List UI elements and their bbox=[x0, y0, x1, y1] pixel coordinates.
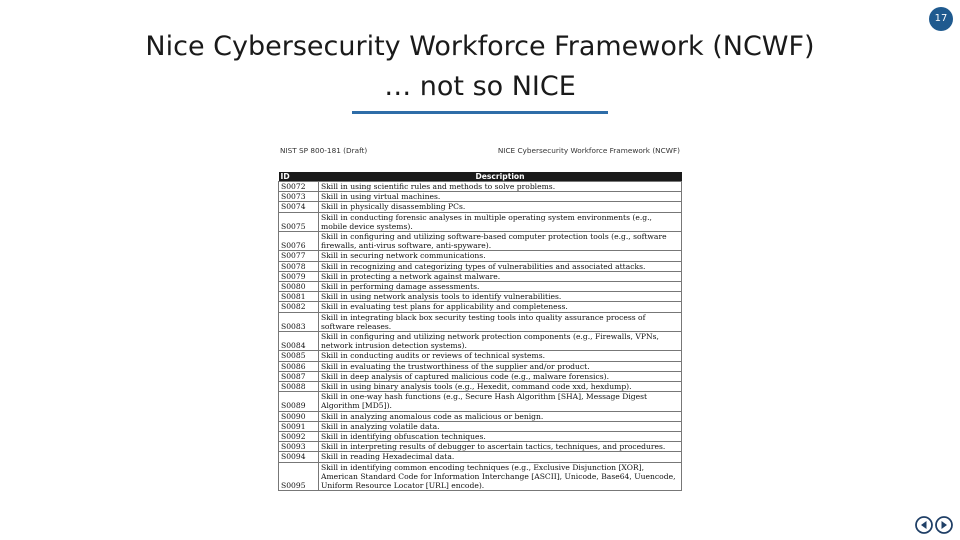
table-row bbox=[279, 432, 682, 442]
column-header-id: ID bbox=[279, 172, 319, 182]
skill-description-cell: Skill in identifying common encoding techniques (e.g., Exclusive Disjunction [XOR], American Standard Code for Information Interchange [ASCII], Unicode, Base64, Uuencode, Uniform Resource Locator [URL] encode). bbox=[319, 462, 682, 491]
skill-description-cell: Skill in performing damage assessments. bbox=[319, 282, 682, 292]
document-image bbox=[278, 142, 682, 498]
skill-id-cell: S0083 bbox=[279, 312, 319, 331]
skill-description-cell: Skill in evaluating test plans for applicability and completeness. bbox=[319, 302, 682, 312]
table-row bbox=[279, 261, 682, 271]
skill-description-cell: Skill in interpreting results of debugger to ascertain tactics, techniques, and procedures. bbox=[319, 442, 682, 452]
table-row bbox=[279, 212, 682, 231]
skill-description-cell: Skill in protecting a network against malware. bbox=[319, 271, 682, 281]
skill-id-cell: S0077 bbox=[279, 251, 319, 261]
skill-description-cell: Skill in conducting audits or reviews of technical systems. bbox=[319, 351, 682, 361]
skill-description-cell: Skill in identifying obfuscation techniques. bbox=[319, 432, 682, 442]
skill-description-cell: Skill in conducting forensic analyses in multiple operating system environments (e.g., mobile device systems). bbox=[319, 212, 682, 231]
skill-id-cell: S0094 bbox=[279, 452, 319, 462]
table-row bbox=[279, 302, 682, 312]
table-row bbox=[279, 332, 682, 351]
skill-id-cell: S0080 bbox=[279, 282, 319, 292]
table-row bbox=[279, 202, 682, 212]
skill-id-cell: S0092 bbox=[279, 432, 319, 442]
skill-id-cell: S0085 bbox=[279, 351, 319, 361]
skill-id-cell: S0084 bbox=[279, 332, 319, 351]
page-number-badge: 17 bbox=[929, 7, 953, 31]
skill-id-cell: S0089 bbox=[279, 392, 319, 411]
column-header-description: Description bbox=[319, 172, 682, 182]
skill-description-cell: Skill in using binary analysis tools (e.g., Hexedit, command code xxd, hexdump). bbox=[319, 382, 682, 392]
table-row bbox=[279, 411, 682, 421]
skill-id-cell: S0079 bbox=[279, 271, 319, 281]
skill-id-cell: S0073 bbox=[279, 192, 319, 202]
skill-description-cell: Skill in evaluating the trustworthiness of the supplier and/or product. bbox=[319, 361, 682, 371]
table-row bbox=[279, 182, 682, 192]
table-body bbox=[279, 182, 682, 491]
skill-id-cell: S0095 bbox=[279, 462, 319, 491]
skill-id-cell: S0087 bbox=[279, 371, 319, 381]
skill-description-cell: Skill in analyzing anomalous code as malicious or benign. bbox=[319, 411, 682, 421]
slide-subtitle: … not so NICE bbox=[384, 71, 576, 102]
skill-id-cell: S0081 bbox=[279, 292, 319, 302]
table-row bbox=[279, 421, 682, 431]
document-framework-label: NICE Cybersecurity Workforce Framework (NCWF) bbox=[497, 146, 680, 155]
skill-description-cell: Skill in configuring and utilizing network protection components (e.g., Firewalls, VPNs, network intrusion detection systems). bbox=[319, 332, 682, 351]
table-row bbox=[279, 282, 682, 292]
skill-id-cell: S0082 bbox=[279, 302, 319, 312]
skill-description-cell: Skill in securing network communications. bbox=[319, 251, 682, 261]
table-row bbox=[279, 351, 682, 361]
skill-description-cell: Skill in deep analysis of captured malicious code (e.g., malware forensics). bbox=[319, 371, 682, 381]
table-row bbox=[279, 271, 682, 281]
skill-description-cell: Skill in using network analysis tools to identify vulnerabilities. bbox=[319, 292, 682, 302]
skill-id-cell: S0076 bbox=[279, 232, 319, 251]
skill-description-cell: Skill in physically disassembling PCs. bbox=[319, 202, 682, 212]
skill-id-cell: S0074 bbox=[279, 202, 319, 212]
table-row bbox=[279, 382, 682, 392]
table-row bbox=[279, 192, 682, 202]
table-row bbox=[279, 312, 682, 331]
table-row bbox=[279, 371, 682, 381]
title-underline bbox=[352, 111, 608, 114]
skill-description-cell: Skill in using scientific rules and methods to solve problems. bbox=[319, 182, 682, 192]
table-row bbox=[279, 361, 682, 371]
table-header-row bbox=[279, 172, 682, 182]
skill-id-cell: S0075 bbox=[279, 212, 319, 231]
skill-id-cell: S0091 bbox=[279, 421, 319, 431]
skill-description-cell: Skill in integrating black box security testing tools into quality assurance process of software releases. bbox=[319, 312, 682, 331]
table-row bbox=[279, 251, 682, 261]
skill-description-cell: Skill in analyzing volatile data. bbox=[319, 421, 682, 431]
skill-id-cell: S0090 bbox=[279, 411, 319, 421]
table-row bbox=[279, 442, 682, 452]
slide-title: Nice Cybersecurity Workforce Framework (NCWF) bbox=[145, 31, 815, 62]
document-header bbox=[278, 142, 682, 166]
skills-table bbox=[278, 172, 682, 491]
skill-id-cell: S0093 bbox=[279, 442, 319, 452]
skill-id-cell: S0078 bbox=[279, 261, 319, 271]
skill-description-cell: Skill in using virtual machines. bbox=[319, 192, 682, 202]
table-row bbox=[279, 462, 682, 491]
skill-description-cell: Skill in reading Hexadecimal data. bbox=[319, 452, 682, 462]
next-slide-button[interactable] bbox=[935, 516, 953, 534]
document-source-label: NIST SP 800-181 (Draft) bbox=[280, 146, 368, 155]
table-row bbox=[279, 452, 682, 462]
skill-id-cell: S0072 bbox=[279, 182, 319, 192]
skill-id-cell: S0086 bbox=[279, 361, 319, 371]
table-row bbox=[279, 232, 682, 251]
skill-description-cell: Skill in configuring and utilizing software-based computer protection tools (e.g., software firewalls, anti-virus software, anti-spyware). bbox=[319, 232, 682, 251]
table-row bbox=[279, 292, 682, 302]
prev-slide-button[interactable] bbox=[915, 516, 933, 534]
skill-description-cell: Skill in recognizing and categorizing types of vulnerabilities and associated attacks. bbox=[319, 261, 682, 271]
skill-description-cell: Skill in one-way hash functions (e.g., Secure Hash Algorithm [SHA], Message Digest Algorithm [MD5]). bbox=[319, 392, 682, 411]
table-row bbox=[279, 392, 682, 411]
skill-id-cell: S0088 bbox=[279, 382, 319, 392]
